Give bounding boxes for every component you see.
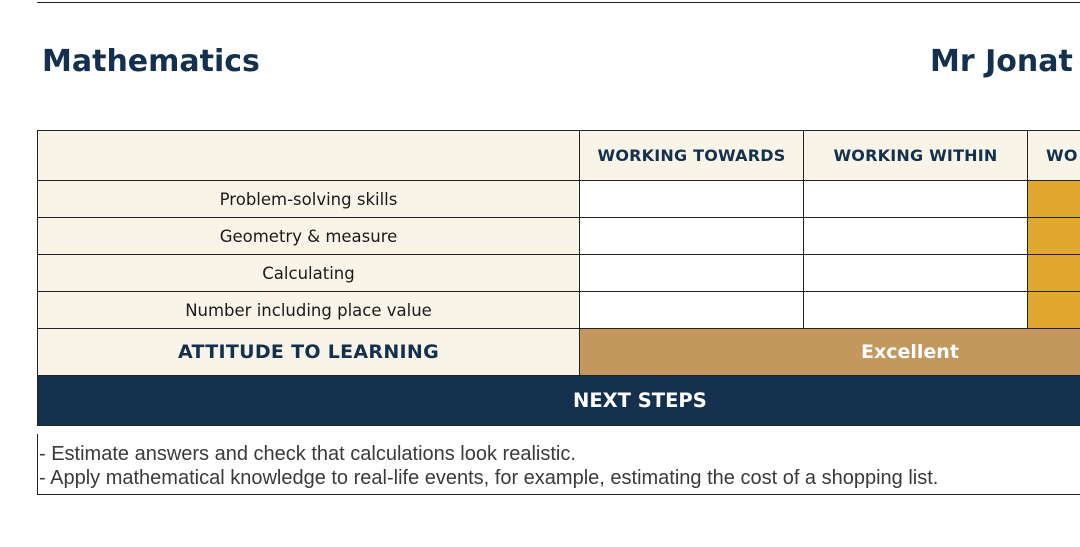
column-header-working-towards: WORKING TOWARDS xyxy=(580,131,804,181)
grade-cell-selected xyxy=(1028,292,1080,329)
grade-cell xyxy=(804,255,1028,292)
grade-cell-selected xyxy=(1028,218,1080,255)
next-steps-header-row xyxy=(38,376,1080,426)
skill-label: Number including place value xyxy=(38,292,580,329)
column-header-working-at: WO xyxy=(1028,131,1080,181)
skill-label: Geometry & measure xyxy=(38,218,580,255)
table-row xyxy=(38,218,1080,255)
next-step-item: - Estimate answers and check that calculations look realistic. xyxy=(39,443,576,465)
table-row xyxy=(38,292,1080,329)
table-row xyxy=(38,255,1080,292)
grade-cell xyxy=(804,181,1028,218)
grade-cell-selected xyxy=(1028,181,1080,218)
grade-cell xyxy=(804,218,1028,255)
column-header-blank xyxy=(38,131,580,181)
grade-cell xyxy=(580,181,804,218)
skill-label: Problem-solving skills xyxy=(38,181,580,218)
next-step-item: - Apply mathematical knowledge to real-life events, for example, estimating the cost of a shopping list. xyxy=(39,467,939,489)
assessment-table xyxy=(37,130,1080,426)
grade-cell xyxy=(580,255,804,292)
attitude-value: Excellent xyxy=(580,329,1080,376)
column-header-working-within: WORKING WITHIN xyxy=(804,131,1028,181)
table-row xyxy=(38,181,1080,218)
grade-cell xyxy=(580,292,804,329)
table-header-row xyxy=(38,131,1080,181)
grade-cell-selected xyxy=(1028,255,1080,292)
attitude-label: ATTITUDE TO LEARNING xyxy=(38,329,580,376)
teacher-name: Mr Jonat xyxy=(930,44,1073,79)
grade-cell xyxy=(804,292,1028,329)
grade-cell xyxy=(580,218,804,255)
skill-label: Calculating xyxy=(38,255,580,292)
next-steps-heading: NEXT STEPS xyxy=(38,376,1080,426)
top-divider xyxy=(37,0,1080,3)
subject-title: Mathematics xyxy=(42,44,260,79)
next-steps-notes xyxy=(37,434,1080,495)
attitude-row xyxy=(38,329,1080,376)
